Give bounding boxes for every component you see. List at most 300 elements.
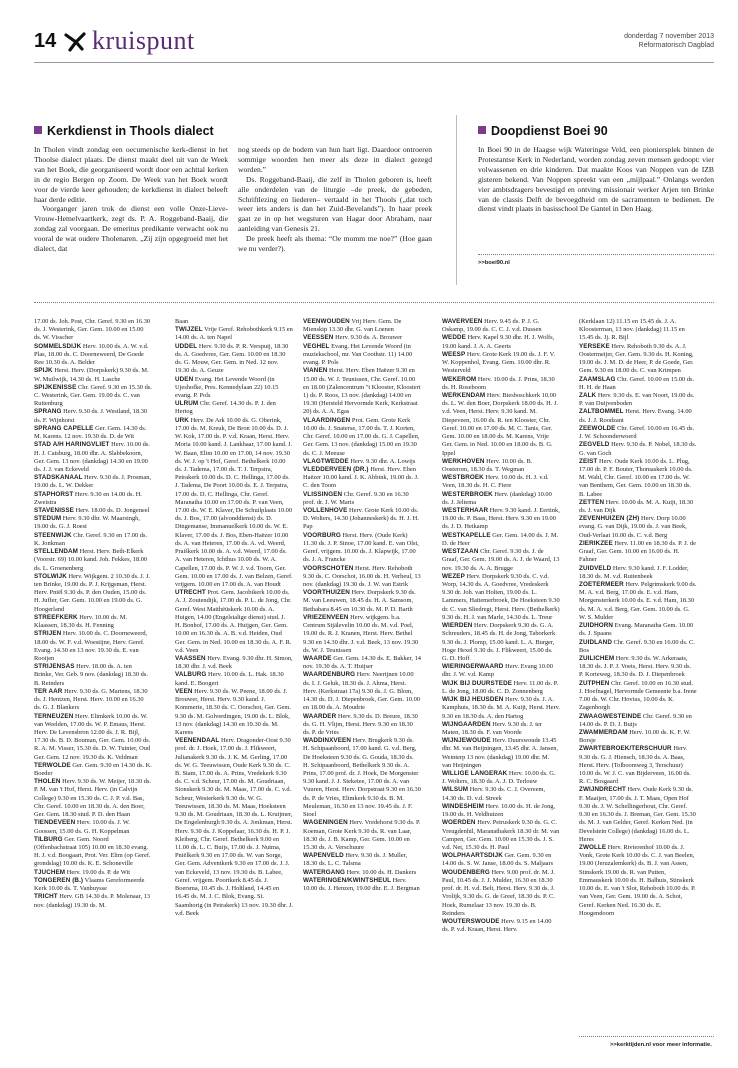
- title-square-icon: [478, 126, 486, 134]
- church-listing-entry: [442, 318, 560, 334]
- church-listing-entry: [579, 376, 697, 392]
- service-times: Herv. Grote Kerk 10.00 ds. D. Wolters, 14.30 (Johanneskerk) ds. H. J. H. Pap: [303, 507, 419, 531]
- church-listing-entry: [303, 877, 421, 893]
- service-times: Herv. De Ark 10.00 ds. G. Oberink, 17.00 ds. M. Kreuk, De Bron 10.00 ds. D. J. W. Kok, 17.00 ds. P. v.d. Kraan, Herst. Herv. Moria 10.00 kand. J. Lankhaar, 17.00 kand. J. W. Baan, Elim 10.00 en 17.00, 14 nov. 19.30 ds. W. J. op 't Hof, Geref. Bethelkerk 10.00 ds. J. Tadema, 17.00 ds. T. J. Terpstra, Petrakerk 10.00 ds. D. C. Hellinga, 17.00 ds. J. Tadema, De Poort 10.00 ds. E. J. Terpstra, 17.00 ds. D. C. Hellinga, Chr. Geref. Maranatha 10.00 en 17.00 ds. P. van Veen, 17.00 ds. W. E. Klaver, De Schuilplaats 10.00 ds. J. Bos, 17.00 (alvonddienst) ds. D. Dingemanse, Immanuelkerk 10.00 ds. W. E. Klaver, 17.00 ds. J. Bos, Eben-Haëzer 10.00 ds. A. van Heteren, 17.00 ds. A. vd. Weerd, Praiškerk 10.00 ds. A. v.d. Weerd, 17.00 ds. A. van Heteren, Ichthus 10.00 ds. W. A. Capellen, 17.00 ds. P. W. J. v.d. Toorn, Ger. Gem. 10.00 en 17.00 ds. J. van Belzen, Geref. vrijgem. 10.00 en 17.00 ds. A. van Houdt: [175, 416, 293, 588]
- place-name: WIJNGAARDEN: [442, 720, 491, 728]
- church-listing-entry: [303, 318, 421, 334]
- service-times: Herv. Petruskerk 9.30 ds. G. C. Vreugdenhil, Maranathakerk 18.30 dr. M. van Campen, Ger. Gem. 10.00 en 15.30 ds. J. S. v.d. Net, 15.30 ds. H. Paul: [442, 819, 560, 851]
- paragraph: In Boei 90 in de Haagse wijk Wateringse Veld, een pioniersplek binnen de Protestantse Kerk in Nederland, worden zondag zeven mensen gedoopt: vier volwassenen en drie kinderen. Dat maakte Koos van Noppen van de IZB gisteren bekend. Van Noppen spreekt van een „mijlpaal.” Onlangs werden vier ambtsdragers bevestigd en ontving missionair werker Arjen ten Brinke van de classis Delft de bevoegdheid om de sacramenten te bedienen. De dienst vindt plaats in basisschool De Gantel in Den Haag.: [478, 145, 714, 214]
- place-name: TJUCHEM: [34, 868, 66, 876]
- service-times: Chr. Geref. 9.30 en 16.00 ds. C. Bos: [579, 638, 695, 654]
- church-listing-entry: [579, 565, 697, 581]
- church-listing-entry: [303, 614, 421, 655]
- church-listing-entry: [579, 639, 697, 655]
- service-times: Herv. Dorpskerk 9.30 ds. M. van Leeuwen, 18.45 ds. H. A. Samsom, Bethabara 8.45 en 10.30 ds. M. P. D. Barth: [303, 589, 416, 613]
- place-name: WEKEROM: [442, 375, 477, 383]
- issue-date-block: [624, 32, 714, 50]
- service-times: Herv. 11.00 en 18.30 ds. P. J. de Graaf, Ger. Gem. 10.00 en 16.00 ds. H. Fahner: [579, 539, 696, 564]
- service-times: Herst. Herv. Eben Haëzer 10.00 kand. J. K. Abbink, 19.00 ds. J. C. den Toom: [303, 465, 419, 490]
- place-name: ZEVENHUIZEN (ZH): [579, 515, 640, 523]
- church-listing-entry: [34, 877, 152, 893]
- service-times: Vrij Herv. Gem. De Mienskip 13.30 dhr. G. van Loenen: [303, 318, 402, 334]
- church-listing-entry: [303, 491, 421, 507]
- church-listing-entry: [442, 392, 560, 458]
- service-times: Herv. 9.00 prof. dr. M. J. Paul, 10.45 ds. J. J. Mulder, 16.30 en 18.30 prof. dr. H. v.d. Belt, Herst. Herv. 9.30 ds. J. Vrolijk, 9.30 ds. G. de Greef, 18.30 ds. P. C. Hoek, Rumelaar 13 nov. 19.30 ds. B. Reinders: [442, 868, 555, 917]
- place-name: WINDESHEIM: [442, 802, 484, 810]
- church-listing-entry: [579, 680, 697, 713]
- service-times: Herv. 10.00 ds. L. Hak. 18.30 kand. E. Boogert: [175, 671, 284, 687]
- service-times: Herv. 9.45 ds. P. J. G. Oskamp, 19.00 ds. C. C. J. v.d. Dussen: [442, 318, 542, 334]
- place-name: WAARDER: [303, 712, 337, 720]
- church-listing-entry: [442, 786, 560, 802]
- service-times: Herv. 10.00 ds. C. Doorneweerd, 18.00 ds. W. F. v.d. Woestijne, Herv. Geref. Evang. 14.30 en 13 nov. 19.30 ds. E. van Rooijen: [34, 630, 148, 662]
- title-square-icon: [34, 126, 42, 134]
- church-listing-entry: [34, 836, 152, 869]
- service-times: Herv. Kapel 9.30 dhr. H. J. Wolfs, 19.00 kand. J. A. A. Geerts: [442, 334, 555, 350]
- place-name: TIENDEVEEN: [34, 819, 76, 827]
- service-times: Herv. Vredehorst 9.30 ds. P. Koeman, Grote Kerk 9.30 ds. R. van Laar, 18.30 ds. J. B. Kamp, Ger. Gem. 10.00 en 15.30 ds. A. Verschuure: [303, 819, 421, 851]
- service-times: Ger. Gem. 14.00 ds. J. M. D. de Heer: [442, 531, 559, 547]
- service-times: Herv. 9.30 ds. A. Brouwer: [335, 334, 403, 342]
- church-listing-entry: [579, 655, 697, 680]
- church-listing-entry: [579, 408, 697, 424]
- church-listing-entry: [175, 655, 293, 671]
- service-times: Herv. 9.30 en 14.00 ds. H. Zweistra: [34, 490, 142, 506]
- service-times: Herst. Herv. Evang. 14.00 ds. J. J. Roodzant: [579, 408, 692, 424]
- service-times: Chr. Geref. 10.00 en 16.45 ds. J. W. Schoonderwoerd: [579, 424, 695, 441]
- place-name: WAARDE: [303, 654, 332, 662]
- church-listing-entry: [34, 408, 152, 424]
- dotted-divider: [478, 254, 714, 255]
- church-listing-entry: [34, 425, 152, 441]
- place-name: VLAGTWEDDE: [303, 457, 349, 465]
- church-listing-entry: [303, 417, 421, 458]
- service-times: Herv. 10.00 ds. G. J. Wolters, 18.30 ds. A. J. D. Terlouw: [442, 770, 556, 786]
- service-times: Herv. Elimkerk 10.00 ds. W. van Weelden, 17.00 ds. W. P. Emaus, Herst. Herv. De Levensbron 12.00 ds. J. R. Bijl, 17.30 ds. B. D. Bouman, Ger. Gem. 10.00 ds. R. A. M. Visser, 15.30 ds. D. W. Tuinier, Oud Ger. Gem. 12 nov. 19.30 ds. K. Veldman: [34, 712, 151, 761]
- place-name: VLEDDERVEEN (DR.): [303, 465, 369, 473]
- church-listing-entry: [579, 622, 697, 638]
- church-listing-entry: [442, 491, 560, 507]
- church-listing-entry: [34, 515, 152, 531]
- place-name: SPIJK: [34, 367, 53, 375]
- service-times: Herv. 9.30 ds. C. J. Overeem, 14.30 ds. D. v.d. Streek: [442, 786, 546, 802]
- service-times: Herv. GB 14.30 ds. P. Molenaar, 13 nov. (dankdag) 19.30 ds. M.: [34, 893, 151, 909]
- kerktijden-link[interactable]: [610, 1042, 712, 1048]
- service-times: Prot. Gem. Grote Kerk 10.00 ds. J. Snaterse, 17.00 ds. T. J. Korten, Chr. Geref. 10.00 en 17.00 ds. G. J. Capellen, Ger. Gem. 13 nov. (dankdag) 15.00 en 19.30 ds. C. J. Meeuse: [303, 416, 420, 457]
- service-times: Herv. 10.00 ds. J. Henzen, 19.00 dhr. E. J. Bergman: [303, 876, 420, 893]
- church-listing-entry: [303, 671, 421, 712]
- service-times: Herv. (dankdag) 10.00 ds. J. Jeltema: [442, 490, 552, 506]
- article-doopdienst-title: [478, 124, 608, 138]
- church-listing-entry: [303, 713, 421, 738]
- service-times: Herv. 10.00 ds. B. Oosterom, 18.30 ds. T. Wegman: [442, 457, 533, 473]
- church-listing-entry: [579, 713, 697, 729]
- service-times: Herv. 10.00 ds. H. Dankers: [346, 868, 417, 876]
- service-times: Herst. Herv. (Oude Kerk) 11.30 ds. J. P. Sinoe, 17.00 kand. E. van Olst, Geref. vrijgem. 10.00 ds. J. Klapwijk, 17.00 ds. J. A. Francke: [303, 531, 419, 564]
- church-listing-entry: [34, 367, 152, 383]
- church-listing-entry: [34, 762, 152, 778]
- place-name: STAPHORST: [34, 490, 74, 498]
- church-listing-entry: [442, 721, 560, 737]
- article-doopdienst-body: [478, 145, 714, 214]
- church-listing-entry: [34, 491, 152, 507]
- service-times: Herv. 10.00 ds. J. Prins, 18.30 ds. H. Roseboom: [442, 375, 555, 391]
- place-name: TONGEREN (B.): [34, 876, 84, 884]
- church-listing-entry: [34, 869, 152, 877]
- place-name: WILLIGE LANGERAK: [442, 770, 508, 778]
- service-times: Herst. Herv. Rehoboth 9.30 ds. C. Oorschot, 16.00 ds. H. Verheul, 13 nov. (dankdag) 19.30 ds. J. W. van Estrik: [303, 564, 421, 588]
- place-name: VOLLENHOVE: [303, 507, 348, 515]
- service-times: Herv. 9.30 dhr. A. Lowijs: [350, 457, 416, 465]
- church-listing-entry: [579, 425, 697, 441]
- place-name: ZIERIKZEE: [579, 539, 613, 547]
- place-name: ZWIJNDRECHT: [579, 786, 626, 794]
- church-listing-entry: [442, 770, 560, 786]
- place-name: WOUDENBERG: [442, 868, 490, 876]
- church-listing-entry: [442, 803, 560, 819]
- place-name: SPIJKENISSE: [34, 383, 77, 391]
- church-listing-entry: [175, 417, 293, 590]
- service-times: Herv. 19.00 ds. P. de Wit: [66, 868, 131, 876]
- church-listing-entry: [579, 581, 697, 622]
- service-times: Herv. 9.30 ds. J. Muller, 18.30 ds. L. C. Talsma: [303, 852, 408, 868]
- church-listing-entry: [34, 630, 152, 663]
- place-name: VEEN: [175, 687, 193, 695]
- service-times: Evang. Het Levende Woord (in Ujeshofke, Pres. Kennedylaan 22) 10.15 evang. P. Pols: [175, 375, 279, 399]
- church-listing-entry: [34, 474, 152, 490]
- service-times: Herv. 9.30 ds. W. Peene, 18.00 ds. J. Brouwer, Herst. Herv. 9.30 kand. J. Kommerie, 18.30 ds. C. Oorschot, Ger. Gem. 9.30 ds. M. Golverdingen, 19.00 ds. L. Blok, 13 nov. (dankdag) 14.30 en 19.30 ds. M. Karens: [175, 687, 291, 736]
- church-listing-entry: [303, 458, 421, 466]
- article-divider: [456, 115, 457, 285]
- place-name: ZAAMSLAG: [579, 375, 616, 383]
- place-name: WILSUM: [442, 786, 469, 794]
- place-name: VEGHEL: [303, 342, 330, 350]
- church-listing-entry: [303, 869, 421, 877]
- church-listing-entry: [442, 696, 560, 721]
- paper-name: Reformatorisch Dagblad: [638, 42, 714, 49]
- church-listing-entry: [303, 466, 421, 491]
- church-listing-entry: [303, 343, 421, 368]
- paragraph: In Tholen vindt zondag een oecumenische kerk-dienst in het Thoolse dialect plaats. De dienst maakt deel uit van de Week van het Boek, die georganiseerd wordt door een achttal kerken in de regio Bergen op Zoom. De Week van het Boek wordt voor de vierde keer gehouden; de kerkdienst in dialect beleeft haar derde editie.: [34, 145, 228, 204]
- place-name: UDEN: [175, 375, 194, 383]
- church-listing-entry: [442, 474, 560, 490]
- service-times: Baan: [175, 318, 189, 325]
- service-times: Herv. 9.15 en 14.00 ds. P. v.d. Kraan, Herst. Herv.: [442, 917, 552, 934]
- article-title-text: Doopdienst Boei 90: [491, 124, 608, 138]
- service-times: Herv. Neerijnen 10.00 ds. I. J. Geluk, 18.30 ds. J. Ahma, Herst. Herv. (Kerkstraat 17a) 9.30 ds. J. G. Blom, 14.30 ds. D. J. Diepenbroek, Ger. Gem. 10.00 en 18.00 ds. A. Moudrie: [303, 671, 420, 712]
- place-name: ZALK: [579, 391, 597, 399]
- place-name: TERNEUZEN: [34, 712, 74, 720]
- service-times: Ger. Gem. Noord (Offenbachstraat 105) 10.00 en 18.30 evang. H. J. v.d. Boogaart, Prot. Ver. Elim (op Geref. grondslag) 10.00 ds. K. E. Schoneville: [34, 835, 151, 868]
- cross-logo-icon: [64, 32, 86, 52]
- service-times: Herv. Biesboschkerk 10.00 ds. L. W. den Boer, Dorpskerk 18.00 ds. H. J. v.d. Veen, Herst. Herv. 9.30 kand. M. Diepeveen, 16.00 ds. R. ten Klooster, Chr. Geref. 10.00 en 17.00 ds. M. C. Tanis, Ger. Gem. 10.00 en 18.00 ds. M. Karens, Vrije Ger. Gem. in Ned. 10.00 en 18.00 ds. B. G. Ippel: [442, 391, 559, 457]
- service-times: Herv. Duurswoude 13.45 dhr. M. van Heijningen, 13.45 dhr. A. Jansen, Weinterp 13 nov. (dankdag) 19.00 dhr. M. van Heijningen: [442, 737, 559, 769]
- service-times: Herv. Dorpskerk 9.30 ds. G. A. Schreuders, 18.45 ds. H. de Jong, Taborkerk 9.30 ds. J. Plomp, 15.00 kand. L. A. Burger, Hoge Hexel 9.30 ds. J. Flikweert, 15.00 ds. G. D. Hoff: [442, 622, 556, 662]
- place-name: VAASSEN: [175, 654, 206, 662]
- church-listing-entry: [34, 532, 152, 548]
- church-listing-entry: [579, 441, 697, 457]
- place-name: THOLEN: [34, 778, 61, 786]
- service-times: Herv. 9.30 ds. J. Westland, 18.30 ds. F. Wijnhorst: [34, 408, 148, 424]
- church-listing-entry: [303, 565, 421, 590]
- article-title-text: Kerkdienst in Thools dialect: [47, 124, 214, 138]
- service-times: Herv. 9.30 ds. E. van Noort, 19.00 ds. P. van Duijvenboden: [579, 391, 695, 408]
- service-times: Herv. 10.00 ds. H. J. Catsburg, 18.00 dhr. A. Slabbekoorn, Ger. Gem. 13 nov. (dankdag) 14.30 en 19.00 ds. J. J. van Eckeveld: [34, 441, 150, 473]
- church-listing-entry: [442, 507, 560, 532]
- section-dotted-divider: [34, 302, 714, 303]
- church-listing-entry: [303, 367, 421, 416]
- paragraph: Voorganger jaren trok de dienst een volle Onze-Lieve-Vrouw-Hemelvaartkerk, zegt ds. P. A. Roggeband-Baaij, die zondag zal voorgaan. De emeritus predikante verwacht ook nu vooral de wat oudere Tholenaren. „Zij zijn opgegroeid met het dialect, dat: [34, 204, 228, 254]
- service-times: Herv. Evang. 9.30 dhr. H. Simon, 18.30 dhr. J. v.d. Beek: [175, 654, 293, 671]
- place-name: ZUIDVELD: [579, 564, 612, 572]
- service-times: Ger. Gem. 14.30 ds. M. Karens. 12 nov. 19.30 ds. D. de Wit: [34, 424, 147, 441]
- church-listing-entry: [579, 499, 697, 515]
- place-name: STRIJEN: [34, 630, 62, 638]
- church-listing-entry: [442, 680, 560, 696]
- service-times: Herv. 9.30 ds. D. Breure, 18.30 ds. G. H. Vlijm, Herst. Herv. 9.30 en 18.30 ds. P. de Vries: [303, 712, 418, 736]
- place-name: VIANEN: [303, 367, 328, 375]
- service-times: Herv. 10.00 ds. A. W. v.d. Plas, 18.00 ds. C. Doorneweerd, De Goede Ree 10.30 ds. A. Belder: [34, 342, 149, 367]
- service-times: Herv. Grote Kerk 19.00 ds. J. F. V. W. Koppenhol, Evang. Gem. 10.00 dhr. R. Westerveld: [442, 350, 555, 375]
- place-name: SOMMELSDIJK: [34, 342, 82, 350]
- church-list-column-5: [579, 318, 697, 1030]
- issue-date: donderdag 7 november 2013: [624, 33, 714, 40]
- place-name: VEENENDAAL: [175, 737, 220, 745]
- place-name: WEDDE: [442, 334, 466, 342]
- service-times: Vlaams Gereformeerde Kerk 10.00 ds. T. Vanbuysse: [34, 876, 145, 893]
- church-listing-entry: [579, 745, 697, 786]
- service-times: Herv. 10.00 ds. M. A. Kuijt, 18.30 ds. J. van Dijk: [579, 498, 694, 515]
- church-list-column-3: [303, 318, 421, 1042]
- place-name: WADDINXVEEN: [303, 737, 351, 745]
- place-name: STAVENISSE: [34, 507, 74, 515]
- place-name: WIJK BIJ HEUSDEN: [442, 696, 504, 704]
- page-number: 14: [34, 30, 57, 52]
- church-listing-entry: [34, 614, 152, 630]
- service-times: Herv. Wijkgem. 2 10.30 ds. J. J. ten Brinke, 19.00 ds. P. J. Krijgsman, Herst. Herv. Pniël 9.30 ds. P. den Ouden, 15.00 ds. H. Juffer, Ger. Gem. 10.00 en 19.00 ds. G. Hoogerland: [34, 572, 151, 613]
- place-name: STOLWIJK: [34, 572, 67, 580]
- church-listing-entry: [442, 351, 560, 376]
- church-listing-entry: [303, 737, 421, 819]
- service-times: Chr. Geref. 9.30 en 14.00 ds. P. D. J. Buijs: [579, 712, 692, 728]
- place-name: VOORBURG: [303, 531, 341, 539]
- service-times: Herv. 9.30 kand. J. F. Lodder, 18.30 ds. M. v.d. Ruitenbeek: [579, 564, 689, 580]
- service-times: Herv. 9.30 ds. G. J. Hiensch, 18.30 ds. A. Baas, Herst. Herv. (Tolboomweg 3, Terschuur) 10.00 ds. W. J. C. van Bijderveen, 16.00 ds. R. C. Bosgaard: [579, 745, 691, 786]
- church-listing-entry: [442, 918, 560, 934]
- service-times: Herv. Dragonder-Oost 9.30 prof. dr. J. Hoek, 17.00 ds. J. Flikweert, Julianakerk 9.30 ds. J. K. M. Gerling, 17.00 ds. W. G. Teeuwissen, Oude Kerk 9.30 ds. C. B. Stam, 17.00 ds. A. Prins, Vredekerk 9.30 ds. C. v.d. Scheur, 17.00 ds. M. Goudriaan, Sionskerk 9.30 ds. M. Maas, 17.00 ds. C. v.d. Scheur, Westerkerk 9.30 ds. W. G. Teeuwissen, 18.30 ds. M. Maas, Hoeksteen 9.30 ds. M. Goudriaan, 18.30 ds. L. Kruijmer, De Engelenburgh 9.30 ds. A. Jonkman, Herst. Herv. 9.30 ds. J. Koppelaar, 16.30 ds. H. P. J. Kleiberg, Chr. Geref. Bethelkerk 9.00 en 11.00 ds. L. C. Buijs, 17.00 ds. J. Nutma, Pniëlkerk 9.30 en 17.00 ds. W. van Sorge, Ger. Gem. Adventkerk 9.30 en 17.00 ds. J. J. van Eckeveld, 13 nov. 19.30 ds. B. Labee, Geref. vrijgem. Poortkerk 8.45 ds. J. Boersma, 10.45 ds. J. Holtland, 14.45 en 16.45 ds. M. J. C. Blok, Evang. St. Saamhorig (in Petrakerk) 13 nov. 19.30 dhr. J. v.d. Beek: [175, 737, 293, 917]
- church-listing-entry: [579, 786, 697, 844]
- place-name: ZALTBOMMEL: [579, 408, 624, 416]
- place-name: ZUTPHEN: [579, 679, 610, 687]
- church-listing-entry: [442, 663, 560, 679]
- place-name: ZUIDHORN: [579, 622, 614, 630]
- place-name: VEENWOUDEN: [303, 318, 350, 325]
- service-times: Herv. Rivierenhof 10.00 ds. J. Vonk, Grote Kerk 10.00 ds. C. J. van Beelen, 19.00 (Jeruzalemkerk) ds. B. J. van Assen, Stinskerk 19.00 ds. R. van Putten, Emmauskerk 10.00 ds. H. Balhuis, Stinskerk 10.00 ds. E. van 't Slot, Rehoboth 10.00 ds. P. van Veen, Ger. Gem. 19.00 ds. A. Schot, Geref. Kerken Ned. 16.30 ds. E. Hoogendoorn: [579, 844, 696, 917]
- service-times: Evang. Maranatha Gem. 10.00 ds. J. Spaans: [579, 622, 694, 638]
- article-kerkdienst-col2: [238, 145, 432, 254]
- church-listing-entry: [579, 318, 697, 343]
- place-name: WOLPHAARTSDIJK: [442, 852, 503, 860]
- place-name: ZUIDLAND: [579, 638, 612, 646]
- place-name: ZEGVELD: [579, 441, 610, 449]
- place-name: WATERGANG: [303, 868, 346, 876]
- paragraph: De preek heeft als thema: “Oe momm me noe?” (Hoe gaan we nu verder?).: [238, 234, 432, 254]
- place-name: WESTZAAN: [442, 548, 479, 556]
- church-listing-entry: [442, 737, 560, 770]
- church-listing-entry: [303, 507, 421, 532]
- church-listing-entry: [442, 869, 560, 918]
- service-times: Herv. 10.00 ds. H. J. v.d. Veen, 18.30 ds. H. C. Fiere: [442, 474, 549, 490]
- place-name: WIJK BIJ DUURSTEDE: [442, 679, 513, 687]
- church-listing-entry: [579, 343, 697, 376]
- church-listing-entry: [442, 548, 560, 573]
- service-times: Herv. Brugkerk 9.30 ds. H. Schipaanboord, 17.00 kand. G. v.d. Berg, De Hoeksteen 9.30 ds. G. Gouda, 18.30 ds. H. Schipaanboord, Bethelkerk 9.30 ds. A. Prins, 17.00 prof. dr. J. Hoek, De Morgenster 9.30 kand. J. J. Steketee, 17.00 ds. A. van Vuuren, Herst. Herv. Dorpstraat 9.30 en 16.30 ds. P. de Vries, Elimkerk 9.30 ds. B. M. Meuleman, 16.30 en 13 nov. 19.45 ds. J. F. Stoel: [303, 737, 421, 819]
- church-listing-entry: [34, 663, 152, 688]
- link-text: kerktijden.nl voor meer informatie.: [616, 1042, 712, 1048]
- church-listing-entry: [175, 400, 293, 416]
- place-name: WESTERBROEK: [442, 490, 493, 498]
- church-list-column-4: [442, 318, 560, 1042]
- church-listing-entry: [579, 729, 697, 745]
- service-times: Herv. 9.30 ds. W. Arkeraats, 18.30 ds. J. P. J. Voets, Herst. Herv. 9.30 ds. P. Korteweg, 18.30 ds. D. J. Diepenbroek: [579, 654, 692, 679]
- place-name: VALBURG: [175, 671, 207, 679]
- church-listing-entry: [34, 384, 152, 409]
- place-name: SPRANG CAPELLE: [34, 424, 94, 432]
- service-times: Vrije Geref. Rehobothkerk 9.15 en 14.00 ds. A. ten Napel: [175, 326, 293, 342]
- place-name: SPRANG: [34, 408, 62, 416]
- service-times: Prot. Gem. Jacobikerk 10.00 ds. A. J. Zoutendijk, 17.00 ds. P. L. de Jong, Chr. Geref. West Matthēüskerk 10.00 ds. A. Huigen, 14.00 (Engelstalige dienst) stud. J. H. Bonhof, 17.00 ds. A. Huijgen, Ger. Gem. 10.00 en 16.30 ds. A. B. v.d. Heiden, Oud Ger. Gem. in Ned. 10.00 en 18.30 ds. A. F. R. v.d. Veen: [175, 589, 292, 654]
- place-name: VLAARDINGEN: [303, 416, 351, 424]
- place-name: STEENWIJK: [34, 531, 72, 539]
- place-name: ZEEWOLDE: [579, 424, 616, 432]
- place-name: STADSKANAAL: [34, 474, 83, 482]
- place-name: WAARDENBURG: [303, 671, 356, 679]
- service-times: Herv. 10.00 ds. J. W. Goossen, 15.00 ds. G. H. Koppelman: [34, 819, 130, 835]
- church-listing-entry: [34, 548, 152, 573]
- service-times: Herv. 9.30 ds. G. Martens, 18.30 ds. J. Hentzen, Herst. Herv. 10.00 en 16.30 ds. G. J. Blankers: [34, 687, 148, 712]
- place-name: WOUTERSWOUDE: [442, 917, 500, 925]
- place-name: WESTKAPELLE: [442, 531, 491, 539]
- service-times: Ger. Gem. 14.30 ds. E. Bakker, 14 nov. 19.30 ds. A. T. Huijser: [303, 654, 421, 671]
- church-listing-entry: [303, 852, 421, 868]
- paragraph: Ds. Roggeband-Baaij, die zelf in Tholen geboren is, heeft alle onderdelen van de liturgie –de preek, de gebeden, Schriftlezing en liederen– vertaald in het Thools („dat toch weer iets anders is dan het Zuid-Bevelands”). In haar preek gaat ze in op het wegsturen van Hagar door Abraham, naar aanleiding van Genesis 21.: [238, 174, 432, 234]
- church-listing-entry: [34, 688, 152, 713]
- church-listing-entry: [34, 507, 152, 515]
- place-name: TERWOLDE: [34, 761, 71, 769]
- link-prefix: >>: [610, 1042, 617, 1048]
- place-name: WIERINGERWAARD: [442, 663, 504, 671]
- service-times: Herv. 9.30 ds. P. R. Verspuij, 18.30 ds. A. Goedvree, Ger. Gem. 10.00 en 18.30 ds. G. Mouw, Ger. Gem. in Ned. 12 nov. 19.30 ds. A. Geuze: [175, 342, 289, 375]
- paragraph: nog steeds op de bodem van hun hart ligt. Daardoor ontroeren sommige woorden hen meer als deze in dialect gezegd worden.”: [238, 145, 432, 174]
- place-name: ZWAMMERDAM: [579, 728, 628, 736]
- church-listing-entry: [34, 819, 152, 835]
- place-name: STRIJENSAS: [34, 663, 75, 671]
- church-listing-entry: [34, 343, 152, 368]
- place-name: WEESP: [442, 350, 466, 358]
- service-times: Herv. 9.30 dhr. W. Maarsingh, 19.00 ds. G. J. Roest: [34, 515, 140, 531]
- service-times: Chr. Geref. 14.30 ds. P. J. den Hertog: [175, 400, 276, 416]
- place-name: WATERINGEN/KWINTSHEUL: [303, 876, 392, 884]
- place-name: WESTBROEK: [442, 474, 484, 482]
- church-listing-entry: [442, 458, 560, 474]
- place-name: TILBURG: [34, 835, 63, 843]
- church-listing-entry: [579, 392, 697, 408]
- place-name: STEDUM: [34, 515, 62, 523]
- church-list-column-2: [175, 318, 293, 1042]
- service-times: Chr. Geref. 10.00 en 15.00 ds. H. H. de Haan: [579, 375, 695, 391]
- place-name: ZWARTEBROEK/TERSCHUUR: [579, 745, 672, 753]
- church-listing-entry: [34, 573, 152, 614]
- place-name: ZETTEN: [579, 498, 605, 506]
- church-listing-entry: [34, 713, 152, 762]
- church-listing-entry: [303, 655, 421, 671]
- footer-dotted-divider: [579, 1036, 714, 1037]
- place-name: VEESSEN: [303, 334, 334, 342]
- service-times: Herv. Pelgrimskerk 9.00 ds. M. A. v.d. Berg, 17.00 ds. E. v.d. Ham, Morgensterkerk 10.00 ds. E. v.d. Ham, 18.30 ds. M. A. v.d. Berg, Ger. Gem. 10.00 ds. G. W. S. Mulder: [579, 581, 697, 621]
- church-listing-entry: [579, 540, 697, 565]
- service-times: Herv. Oude Kerk 9.30 ds. F. Maaijen, 17.00 ds. J. T. Maas, Open Hof 9.30 ds. J. W. Schellingerhout, Chr. Geref. 9.30 en 16.30 ds. J. Breman, Ger. Gem. 15.30 ds. M. J. van Gelder, Geref. Kerken Ned. (in Develstein College) (dankdag) 16.00 ds. L. Heres: [579, 786, 696, 843]
- service-times: Herv. 9.30 ds. J. Prosman, 19.00 ds. L. W. Dekker: [34, 474, 152, 490]
- church-listing-entry: [175, 688, 293, 737]
- service-times: Herst. Herv. (Dorpskerk) 9.30 ds. M. W. Muilwijk, 14.30 ds. H. Lasche: [34, 367, 149, 383]
- church-listing-entry: [442, 852, 560, 868]
- place-name: WERKENDAM: [442, 391, 486, 399]
- place-name: ZUILICHEM: [579, 654, 615, 662]
- service-times: Chr. Geref. 9.30 en 17.00 ds. K. Jonkman: [34, 531, 148, 547]
- service-times: Herv. wijkgem. b.a. Centrum Stjälevelin 10.00 ds. M. v.d. Poel, 19.00 ds. R. J. Kranen, Herst. Herv. Bethel 9.30 en 14.30 dhr. J. v.d. Beek, 13 nov. 19.30 ds. W. J. Teunissen: [303, 613, 419, 654]
- place-name: UTRECHT: [175, 589, 206, 597]
- church-listing-entry: [34, 441, 152, 474]
- church-listing-entry: [34, 893, 152, 909]
- church-listing-entry: [175, 326, 293, 342]
- service-times: Chr. Geref. 9.30 en 15.30 ds. C. Westerink, Ger. Gem. 19.00 ds. C. van Ruitenburg: [34, 383, 152, 408]
- place-name: WEZEP: [442, 572, 465, 580]
- place-name: ZEIST: [579, 457, 598, 465]
- church-listing-entry: [442, 622, 560, 663]
- church-list-column-1: [34, 318, 152, 1042]
- church-listing-entry: [442, 532, 560, 548]
- place-name: ULRUM: [175, 400, 199, 408]
- place-name: VOORSCHOTEN: [303, 564, 354, 572]
- header-rule: [34, 62, 714, 63]
- article-kerkdienst-title: [34, 124, 214, 138]
- service-times: Herv. 18.00 ds. A. ten Brinke, Ver. Geb. 9 nov. (dankdag) 18.30 ds. B. Reinders: [34, 663, 148, 687]
- service-times: Herv. 10.00 ds. H. de Jong, 19.00 ds. H. Veldhuizen: [442, 802, 556, 819]
- place-name: WAVERVEEN: [442, 318, 483, 325]
- church-listing-entry: [303, 589, 421, 614]
- church-listing-entry: [442, 334, 560, 350]
- service-times: Evang. Het Levende Woord (in muziekschool, mr. Van Coothstr. 11) 14.00 evang. P. Pols: [303, 342, 413, 367]
- church-listing-entry: [175, 589, 293, 655]
- place-name: STELLENDAM: [34, 548, 79, 556]
- service-times: Herv. 9.30 ds. J. A. Kamphuis, 18.30 ds. M. A. Kuijt, Herst. Herv. 9.30 en 18.30 ds. A. den Hartog: [442, 696, 560, 720]
- service-times: Ger. Gem. 9.30 en 14.00 ds. S. W. Janse, 18.00 ds. S. Maljaars: [442, 852, 554, 868]
- page-header: [34, 28, 714, 58]
- church-listing-entry: [303, 532, 421, 565]
- place-name: TRICHT: [34, 893, 58, 901]
- service-times: Herv. Rehoboth 9.30 ds. A. J. Oostermeijer, Ger. Gem. 9.30 ds. H. Koning, 19.00 ds. J. M. D. de Heer, P. de Goede, Ger. Gem. 9.30 en 18.00 ds. C. van Krimpen: [579, 342, 694, 375]
- boei90-link[interactable]: >>boei90.nl: [478, 260, 510, 266]
- service-times: Herst. Herv. Beth-Elkerk (Voorstr. 69) 10.00 kand. Joh. Fekkes, 18.00 ds. L. Groenenberg: [34, 548, 148, 572]
- place-name: STREEFKERK: [34, 613, 78, 621]
- church-listing-entry: [303, 334, 421, 342]
- place-name: VLISSINGEN: [303, 490, 343, 498]
- place-name: YERSEKE: [579, 342, 610, 350]
- place-name: ZWAAGWESTEINDE: [579, 712, 642, 720]
- service-times: Herv. 9.30 ds. P. Nobel, 18.30 ds. G. van Goch: [579, 441, 697, 457]
- place-name: STAD A/H HARINGVLIET: [34, 441, 110, 449]
- service-times: Herv. 18.00 ds. D. Jongeneel: [75, 507, 150, 515]
